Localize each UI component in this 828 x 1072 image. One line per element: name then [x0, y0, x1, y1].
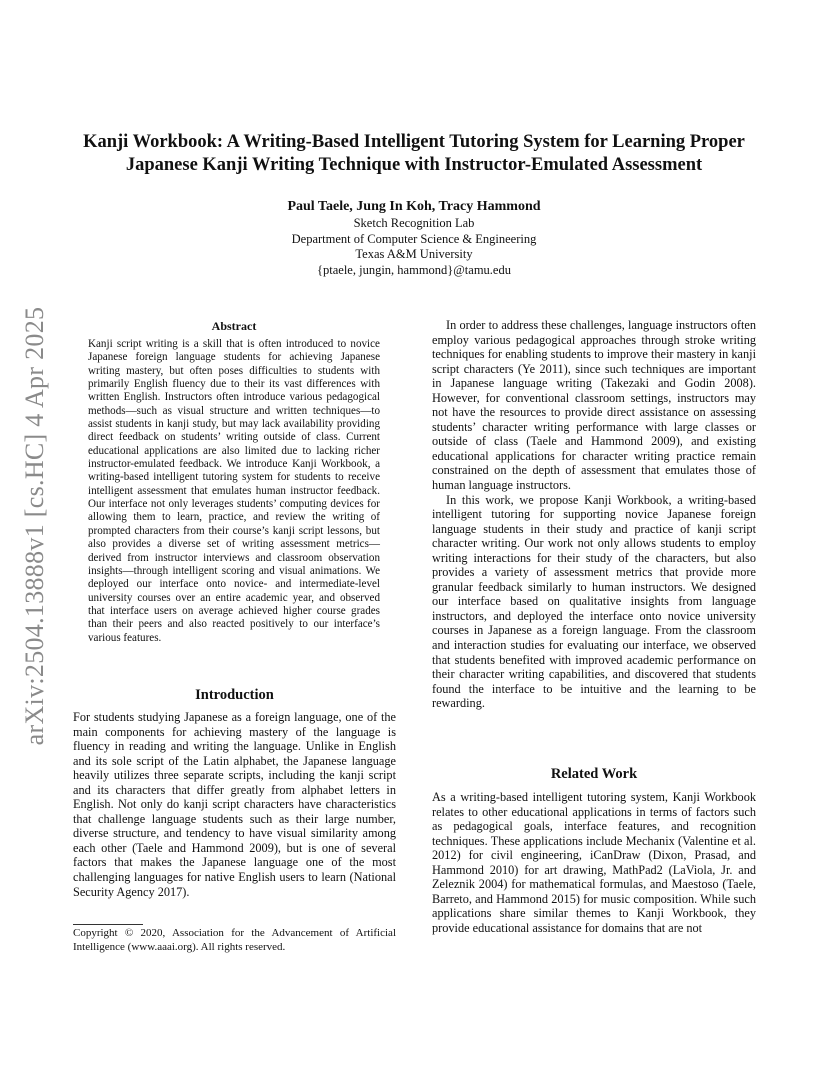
related-work-paragraph: As a writing-based intelligent tutoring system, Kanji Workbook relates to other educational applications in terms of factors such as pedagogical goals, interface features, and recognition techniques. These applications include Mechanix (Valentine et al. 2012) for civil engineering, iCanDraw (Dixon, Prasad, and Hammond 2010) for art drawing, MathPad2 (LaViola, Jr. and Zeleznik 2004) for mathematical formulas, and Maestoso (Taele, Barreto, and Hammond 2015) for music composition. While such applications share similar themes to Kanji Workbook, they provide educational assistance for domains that are not	[432, 790, 756, 935]
affiliation-department: Department of Computer Science & Engineering	[291, 231, 537, 246]
copyright-notice: Copyright © 2020, Association for the Advancement of Artificial Intelligence (www.aaai.org). All rights reserved.	[73, 927, 396, 953]
right-column-intro	[432, 318, 756, 711]
affiliation-lab: Sketch Recognition Lab	[353, 216, 475, 230]
author-names: Paul Taele, Jung In Koh, Tracy Hammond	[287, 199, 541, 214]
introduction-heading: Introduction	[195, 687, 274, 703]
paper-title: Kanji Workbook: A Writing-Based Intelligent Tutoring System for Learning Proper Japanese Kanji Writing Technique with Instructor-Emulated Assessment	[83, 132, 745, 175]
arxiv-stamp: arXiv:2504.13888v1 [cs.HC] 4 Apr 2025	[20, 306, 49, 746]
author-block	[60, 198, 768, 278]
abstract-text: Kanji script writing is a skill that is often introduced to novice Japanese foreign language students for achieving Japanese writing mastery, but often poses difficulties to students with primarily English fluency due to their its vast differences with written English. Instructors often introduce various pedagogical methods—such as visual structure and written techniques—to assist students in kanji study, but may lack availability providing direct feedback on students’ writing outside of class. Current educational applications are also limited due to lacking richer instructor-emulated feedback. We introduce Kanji Workbook, a writing-based intelligent tutoring system for students to receive intelligent assessment that emulates human instructor feedback. Our interface not only leverages students’ computing devices for allowing them to learn, practice, and review the writing of prompted characters from their course’s kanji script lessons, but also provides a diverse set of writing assessment metrics—derived from instructor interviews and classroom observation insights—through intelligent scoring and visual animations. We deployed our interface onto novice- and intermediate-level university courses over an entire academic year, and observed that interface users on average achieved higher course grades than their peers and also reacted positively to our interface’s various features.	[88, 338, 380, 644]
footnote-rule	[73, 924, 143, 925]
affiliation-university: Texas A&M University	[355, 247, 473, 261]
abstract-heading: Abstract	[211, 319, 257, 333]
introduction-paragraph: For students studying Japanese as a foreign language, one of the main components for achieving mastery of the language is fluency in reading and writing the language. Unlike in English and its sole script of the Latin alphabet, the Japanese language heavily utilizes three separate scripts, including the kanji script and its characters that differ greatly from alphabet letters in English. Not only do kanji script characters have characteristics that challenge language students such as their large number, diverse structure, and tendency to have visual similarity among each other (Taele and Hammond 2009), but is one of several factors that makes the Japanese language one of the most challenging languages for native English users to learn (National Security Agency 2017).	[73, 710, 396, 899]
introduction-section	[73, 710, 396, 899]
related-work-section	[432, 790, 756, 935]
author-emails: {ptaele, jungin, hammond}@tamu.edu	[317, 262, 511, 277]
intro-paragraph-2: In order to address these challenges, language instructors often employ various pedagogical approaches through stroke writing techniques for enabling students to improve their mastery in kanji script characters (Ye 2011), since such techniques are important in Japanese language writing (Takezaki and Godin 2008). However, for conventional classroom settings, instructors may not have the resources to provide direct assistance on assessing students’ character writing performance with large classes or outside of class (Taele and Hammond 2009), and existing educational applications for character writing practice remain constrained on the depth of assessment that emulates those of human language instructors.	[432, 318, 756, 493]
intro-paragraph-3: In this work, we propose Kanji Workbook, a writing-based intelligent tutoring for supporting novice Japanese foreign language students in their study and practice of kanji script character writing. Our work not only allows students to employ writing interactions for their study of the characters, but also provides a variety of assessment metrics that provide more granular feedback similarly to human instructors. We designed our interface based on qualitative insights from language instructors, and deployed the interface onto novice university courses in Japanese as a foreign language. From the classroom and interaction studies for evaluating our interface, we observed that students benefited with improved academic performance on their character writing capabilities, and discovered that students found the interface to be intuitive and the learning to be rewarding.	[432, 492, 756, 711]
related-work-heading: Related Work	[550, 766, 638, 782]
